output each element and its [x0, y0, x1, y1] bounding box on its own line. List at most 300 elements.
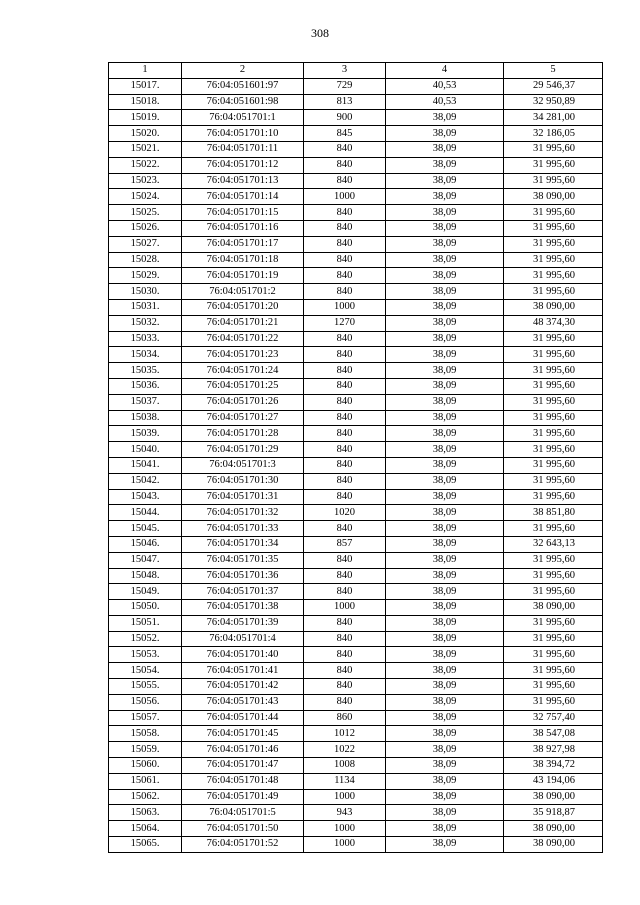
area-cell: 840: [304, 347, 386, 363]
amount-cell: 31 995,60: [504, 679, 603, 695]
rate-cell: 38,09: [386, 694, 504, 710]
row-number-cell: 15061.: [109, 773, 182, 789]
cadastral-number-cell: 76:04:051701:31: [182, 489, 304, 505]
rate-cell: 38,09: [386, 726, 504, 742]
amount-cell: 31 995,60: [504, 220, 603, 236]
amount-cell: 31 995,60: [504, 410, 603, 426]
table-row: [109, 78, 603, 94]
table-row: [109, 363, 603, 379]
area-cell: 1134: [304, 773, 386, 789]
row-number-cell: 15023.: [109, 173, 182, 189]
amount-cell: 38 090,00: [504, 299, 603, 315]
cadastral-number-cell: 76:04:051701:52: [182, 837, 304, 853]
cadastral-number-cell: 76:04:051701:16: [182, 220, 304, 236]
area-cell: 840: [304, 141, 386, 157]
table-row: [109, 157, 603, 173]
amount-cell: 38 927,98: [504, 742, 603, 758]
cadastral-number-cell: 76:04:051701:14: [182, 189, 304, 205]
row-number-cell: 15060.: [109, 758, 182, 774]
area-cell: 840: [304, 378, 386, 394]
area-cell: 813: [304, 94, 386, 110]
rate-cell: 38,09: [386, 568, 504, 584]
table-row: [109, 726, 603, 742]
rate-cell: 38,09: [386, 521, 504, 537]
area-cell: 840: [304, 252, 386, 268]
row-number-cell: 15035.: [109, 363, 182, 379]
row-number-cell: 15044.: [109, 505, 182, 521]
amount-cell: 31 995,60: [504, 584, 603, 600]
row-number-cell: 15026.: [109, 220, 182, 236]
cadastral-number-cell: 76:04:051701:34: [182, 536, 304, 552]
rate-cell: 38,09: [386, 505, 504, 521]
row-number-cell: 15037.: [109, 394, 182, 410]
rate-cell: 38,09: [386, 205, 504, 221]
table-row: [109, 284, 603, 300]
amount-cell: 31 995,60: [504, 521, 603, 537]
amount-cell: 48 374,30: [504, 315, 603, 331]
rate-cell: 38,09: [386, 600, 504, 616]
row-number-cell: 15029.: [109, 268, 182, 284]
cadastral-number-cell: 76:04:051701:38: [182, 600, 304, 616]
row-number-cell: 15033.: [109, 331, 182, 347]
amount-cell: 31 995,60: [504, 157, 603, 173]
cadastral-number-cell: 76:04:051701:24: [182, 363, 304, 379]
area-cell: 840: [304, 394, 386, 410]
cadastral-number-cell: 76:04:051701:22: [182, 331, 304, 347]
rate-cell: 38,09: [386, 647, 504, 663]
area-cell: 840: [304, 236, 386, 252]
cadastral-number-cell: 76:04:051701:36: [182, 568, 304, 584]
amount-cell: 31 995,60: [504, 268, 603, 284]
amount-cell: 31 995,60: [504, 331, 603, 347]
amount-cell: 43 194,06: [504, 773, 603, 789]
row-number-cell: 15051.: [109, 615, 182, 631]
area-cell: 1000: [304, 789, 386, 805]
rate-cell: 38,09: [386, 268, 504, 284]
rate-cell: 38,09: [386, 394, 504, 410]
rate-cell: 38,09: [386, 236, 504, 252]
cadastral-number-cell: 76:04:051601:97: [182, 78, 304, 94]
rate-cell: 38,09: [386, 742, 504, 758]
table-row: [109, 552, 603, 568]
amount-cell: 31 995,60: [504, 457, 603, 473]
row-number-cell: 15027.: [109, 236, 182, 252]
amount-cell: 31 995,60: [504, 141, 603, 157]
amount-cell: 31 995,60: [504, 426, 603, 442]
area-cell: 840: [304, 663, 386, 679]
page-number: 308: [311, 26, 329, 40]
table-row: [109, 805, 603, 821]
area-cell: 860: [304, 710, 386, 726]
table-row: [109, 679, 603, 695]
row-number-cell: 15062.: [109, 789, 182, 805]
area-cell: 840: [304, 615, 386, 631]
rate-cell: 38,09: [386, 837, 504, 853]
cadastral-number-cell: 76:04:051701:28: [182, 426, 304, 442]
table-row: [109, 442, 603, 458]
amount-cell: 34 281,00: [504, 110, 603, 126]
row-number-cell: 15040.: [109, 442, 182, 458]
area-cell: 840: [304, 457, 386, 473]
amount-cell: 38 090,00: [504, 789, 603, 805]
row-number-cell: 15059.: [109, 742, 182, 758]
column-header-3: 3: [304, 63, 386, 79]
rate-cell: 38,09: [386, 773, 504, 789]
area-cell: 840: [304, 473, 386, 489]
rate-cell: 38,09: [386, 126, 504, 142]
cadastral-number-cell: 76:04:051701:41: [182, 663, 304, 679]
table-row: [109, 600, 603, 616]
row-number-cell: 15020.: [109, 126, 182, 142]
cadastral-number-cell: 76:04:051701:50: [182, 821, 304, 837]
cadastral-number-cell: 76:04:051701:45: [182, 726, 304, 742]
row-number-cell: 15024.: [109, 189, 182, 205]
table-row: [109, 758, 603, 774]
area-cell: 840: [304, 584, 386, 600]
row-number-cell: 15028.: [109, 252, 182, 268]
row-number-cell: 15050.: [109, 600, 182, 616]
row-number-cell: 15055.: [109, 679, 182, 695]
row-number-cell: 15047.: [109, 552, 182, 568]
rate-cell: 38,09: [386, 173, 504, 189]
row-number-cell: 15025.: [109, 205, 182, 221]
rate-cell: 38,09: [386, 315, 504, 331]
row-number-cell: 15052.: [109, 631, 182, 647]
table-row: [109, 663, 603, 679]
area-cell: 840: [304, 552, 386, 568]
cadastral-number-cell: 76:04:051701:1: [182, 110, 304, 126]
table-row: [109, 205, 603, 221]
rate-cell: 38,09: [386, 821, 504, 837]
rate-cell: 38,09: [386, 157, 504, 173]
amount-cell: 31 995,60: [504, 647, 603, 663]
area-cell: 840: [304, 268, 386, 284]
amount-cell: 31 995,60: [504, 378, 603, 394]
cadastral-number-cell: 76:04:051701:5: [182, 805, 304, 821]
area-cell: 1020: [304, 505, 386, 521]
cadastral-number-cell: 76:04:051701:15: [182, 205, 304, 221]
amount-cell: 38 090,00: [504, 837, 603, 853]
table-row: [109, 94, 603, 110]
rate-cell: 38,09: [386, 284, 504, 300]
row-number-cell: 15054.: [109, 663, 182, 679]
row-number-cell: 15043.: [109, 489, 182, 505]
cadastral-number-cell: 76:04:051701:17: [182, 236, 304, 252]
area-cell: 1000: [304, 299, 386, 315]
table-row: [109, 489, 603, 505]
row-number-cell: 15046.: [109, 536, 182, 552]
row-number-cell: 15038.: [109, 410, 182, 426]
row-number-cell: 15056.: [109, 694, 182, 710]
rate-cell: 38,09: [386, 363, 504, 379]
table-row: [109, 584, 603, 600]
cadastral-number-cell: 76:04:051701:20: [182, 299, 304, 315]
rate-cell: 38,09: [386, 536, 504, 552]
column-header-5: 5: [504, 63, 603, 79]
table-row: [109, 773, 603, 789]
rate-cell: 38,09: [386, 805, 504, 821]
table-row: [109, 615, 603, 631]
row-number-cell: 15018.: [109, 94, 182, 110]
rate-cell: 38,09: [386, 473, 504, 489]
table-row: [109, 742, 603, 758]
rate-cell: 38,09: [386, 442, 504, 458]
table-row: [109, 252, 603, 268]
area-cell: 840: [304, 679, 386, 695]
rate-cell: 38,09: [386, 426, 504, 442]
area-cell: 1000: [304, 837, 386, 853]
rate-cell: 38,09: [386, 663, 504, 679]
row-number-cell: 15053.: [109, 647, 182, 663]
cadastral-number-cell: 76:04:051701:11: [182, 141, 304, 157]
amount-cell: 31 995,60: [504, 442, 603, 458]
amount-cell: 31 995,60: [504, 173, 603, 189]
cadastral-number-cell: 76:04:051701:44: [182, 710, 304, 726]
amount-cell: 29 546,37: [504, 78, 603, 94]
amount-cell: 32 950,89: [504, 94, 603, 110]
table-row: [109, 710, 603, 726]
cadastral-number-cell: 76:04:051701:18: [182, 252, 304, 268]
cadastral-number-cell: 76:04:051701:39: [182, 615, 304, 631]
table-row: [109, 110, 603, 126]
area-cell: 840: [304, 205, 386, 221]
cadastral-number-cell: 76:04:051701:2: [182, 284, 304, 300]
table-row: [109, 694, 603, 710]
amount-cell: 31 995,60: [504, 394, 603, 410]
area-cell: 840: [304, 489, 386, 505]
amount-cell: 32 186,05: [504, 126, 603, 142]
amount-cell: 38 394,72: [504, 758, 603, 774]
rate-cell: 38,09: [386, 457, 504, 473]
cadastral-number-cell: 76:04:051701:10: [182, 126, 304, 142]
table-row: [109, 173, 603, 189]
table-row: [109, 837, 603, 853]
row-number-cell: 15063.: [109, 805, 182, 821]
area-cell: 1000: [304, 821, 386, 837]
cadastral-number-cell: 76:04:051701:29: [182, 442, 304, 458]
row-number-cell: 15041.: [109, 457, 182, 473]
rate-cell: 38,09: [386, 631, 504, 647]
area-cell: 1008: [304, 758, 386, 774]
cadastral-number-cell: 76:04:051701:26: [182, 394, 304, 410]
rate-cell: 38,09: [386, 378, 504, 394]
area-cell: 840: [304, 521, 386, 537]
rate-cell: 38,09: [386, 252, 504, 268]
amount-cell: 35 918,87: [504, 805, 603, 821]
column-header-1: 1: [109, 63, 182, 79]
area-cell: 943: [304, 805, 386, 821]
amount-cell: 32 643,13: [504, 536, 603, 552]
cadastral-number-cell: 76:04:051701:19: [182, 268, 304, 284]
cadastral-number-cell: 76:04:051701:32: [182, 505, 304, 521]
row-number-cell: 15058.: [109, 726, 182, 742]
amount-cell: 31 995,60: [504, 663, 603, 679]
rate-cell: 38,09: [386, 189, 504, 205]
rate-cell: 40,53: [386, 94, 504, 110]
rate-cell: 38,09: [386, 410, 504, 426]
cadastral-number-cell: 76:04:051701:3: [182, 457, 304, 473]
area-cell: 1000: [304, 600, 386, 616]
amount-cell: 31 995,60: [504, 489, 603, 505]
rate-cell: 38,09: [386, 552, 504, 568]
amount-cell: 32 757,40: [504, 710, 603, 726]
rate-cell: 38,09: [386, 710, 504, 726]
row-number-cell: 15034.: [109, 347, 182, 363]
rate-cell: 38,09: [386, 584, 504, 600]
amount-cell: 31 995,60: [504, 347, 603, 363]
area-cell: 840: [304, 647, 386, 663]
amount-cell: 31 995,60: [504, 552, 603, 568]
area-cell: 840: [304, 410, 386, 426]
row-number-cell: 15022.: [109, 157, 182, 173]
amount-cell: 31 995,60: [504, 615, 603, 631]
cadastral-number-cell: 76:04:051701:46: [182, 742, 304, 758]
cadastral-number-cell: 76:04:051701:33: [182, 521, 304, 537]
table-row: [109, 410, 603, 426]
rate-cell: 38,09: [386, 110, 504, 126]
table-row: [109, 236, 603, 252]
area-cell: 1000: [304, 189, 386, 205]
column-header-4: 4: [386, 63, 504, 79]
amount-cell: 38 090,00: [504, 600, 603, 616]
table-row: [109, 821, 603, 837]
table-row: [109, 331, 603, 347]
table-header-row: [109, 63, 603, 79]
area-cell: 840: [304, 220, 386, 236]
table-row: [109, 315, 603, 331]
table-row: [109, 141, 603, 157]
row-number-cell: 15036.: [109, 378, 182, 394]
amount-cell: 31 995,60: [504, 363, 603, 379]
area-cell: 840: [304, 694, 386, 710]
cadastral-number-cell: 76:04:051701:35: [182, 552, 304, 568]
cadastral-number-cell: 76:04:051701:30: [182, 473, 304, 489]
cadastral-number-cell: 76:04:051701:48: [182, 773, 304, 789]
area-cell: 840: [304, 331, 386, 347]
table-row: [109, 505, 603, 521]
row-number-cell: 15017.: [109, 78, 182, 94]
amount-cell: 31 995,60: [504, 631, 603, 647]
table-row: [109, 189, 603, 205]
table-row: [109, 631, 603, 647]
table-row: [109, 268, 603, 284]
amount-cell: 38 851,80: [504, 505, 603, 521]
amount-cell: 38 090,00: [504, 189, 603, 205]
row-number-cell: 15045.: [109, 521, 182, 537]
table-row: [109, 536, 603, 552]
area-cell: 845: [304, 126, 386, 142]
area-cell: 840: [304, 442, 386, 458]
amount-cell: 31 995,60: [504, 473, 603, 489]
table-row: [109, 347, 603, 363]
rate-cell: 38,09: [386, 220, 504, 236]
area-cell: 840: [304, 631, 386, 647]
row-number-cell: 15048.: [109, 568, 182, 584]
row-number-cell: 15065.: [109, 837, 182, 853]
amount-cell: 31 995,60: [504, 252, 603, 268]
area-cell: 840: [304, 568, 386, 584]
area-cell: 857: [304, 536, 386, 552]
row-number-cell: 15042.: [109, 473, 182, 489]
row-number-cell: 15031.: [109, 299, 182, 315]
cadastral-number-cell: 76:04:051701:25: [182, 378, 304, 394]
cadastral-number-cell: 76:04:051701:43: [182, 694, 304, 710]
rate-cell: 38,09: [386, 789, 504, 805]
cadastral-table: [108, 62, 603, 853]
cadastral-number-cell: 76:04:051701:4: [182, 631, 304, 647]
table-row: [109, 457, 603, 473]
area-cell: 840: [304, 426, 386, 442]
rate-cell: 38,09: [386, 679, 504, 695]
area-cell: 840: [304, 173, 386, 189]
row-number-cell: 15019.: [109, 110, 182, 126]
cadastral-number-cell: 76:04:051701:42: [182, 679, 304, 695]
cadastral-number-cell: 76:04:051701:23: [182, 347, 304, 363]
cadastral-number-cell: 76:04:051701:49: [182, 789, 304, 805]
rate-cell: 38,09: [386, 758, 504, 774]
cadastral-number-cell: 76:04:051701:27: [182, 410, 304, 426]
table-row: [109, 394, 603, 410]
table-row: [109, 789, 603, 805]
rate-cell: 38,09: [386, 141, 504, 157]
table-row: [109, 473, 603, 489]
area-cell: 1270: [304, 315, 386, 331]
amount-cell: 31 995,60: [504, 568, 603, 584]
table-row: [109, 378, 603, 394]
area-cell: 900: [304, 110, 386, 126]
cadastral-number-cell: 76:04:051701:21: [182, 315, 304, 331]
amount-cell: 31 995,60: [504, 694, 603, 710]
rate-cell: 38,09: [386, 615, 504, 631]
cadastral-number-cell: 76:04:051701:37: [182, 584, 304, 600]
table-row: [109, 426, 603, 442]
table-row: [109, 299, 603, 315]
table-row: [109, 220, 603, 236]
area-cell: 840: [304, 157, 386, 173]
cadastral-number-cell: 76:04:051601:98: [182, 94, 304, 110]
row-number-cell: 15030.: [109, 284, 182, 300]
area-cell: 840: [304, 363, 386, 379]
row-number-cell: 15049.: [109, 584, 182, 600]
cadastral-number-cell: 76:04:051701:40: [182, 647, 304, 663]
row-number-cell: 15032.: [109, 315, 182, 331]
table-row: [109, 521, 603, 537]
cadastral-number-cell: 76:04:051701:47: [182, 758, 304, 774]
cadastral-number-cell: 76:04:051701:13: [182, 173, 304, 189]
rate-cell: 38,09: [386, 347, 504, 363]
amount-cell: 31 995,60: [504, 236, 603, 252]
table-row: [109, 126, 603, 142]
row-number-cell: 15057.: [109, 710, 182, 726]
amount-cell: 38 547,08: [504, 726, 603, 742]
area-cell: 729: [304, 78, 386, 94]
row-number-cell: 15039.: [109, 426, 182, 442]
amount-cell: 31 995,60: [504, 284, 603, 300]
amount-cell: 31 995,60: [504, 205, 603, 221]
rate-cell: 38,09: [386, 331, 504, 347]
amount-cell: 38 090,00: [504, 821, 603, 837]
area-cell: 1022: [304, 742, 386, 758]
area-cell: 840: [304, 284, 386, 300]
rate-cell: 38,09: [386, 489, 504, 505]
cadastral-number-cell: 76:04:051701:12: [182, 157, 304, 173]
table-row: [109, 568, 603, 584]
area-cell: 1012: [304, 726, 386, 742]
row-number-cell: 15021.: [109, 141, 182, 157]
row-number-cell: 15064.: [109, 821, 182, 837]
rate-cell: 38,09: [386, 299, 504, 315]
table-row: [109, 647, 603, 663]
